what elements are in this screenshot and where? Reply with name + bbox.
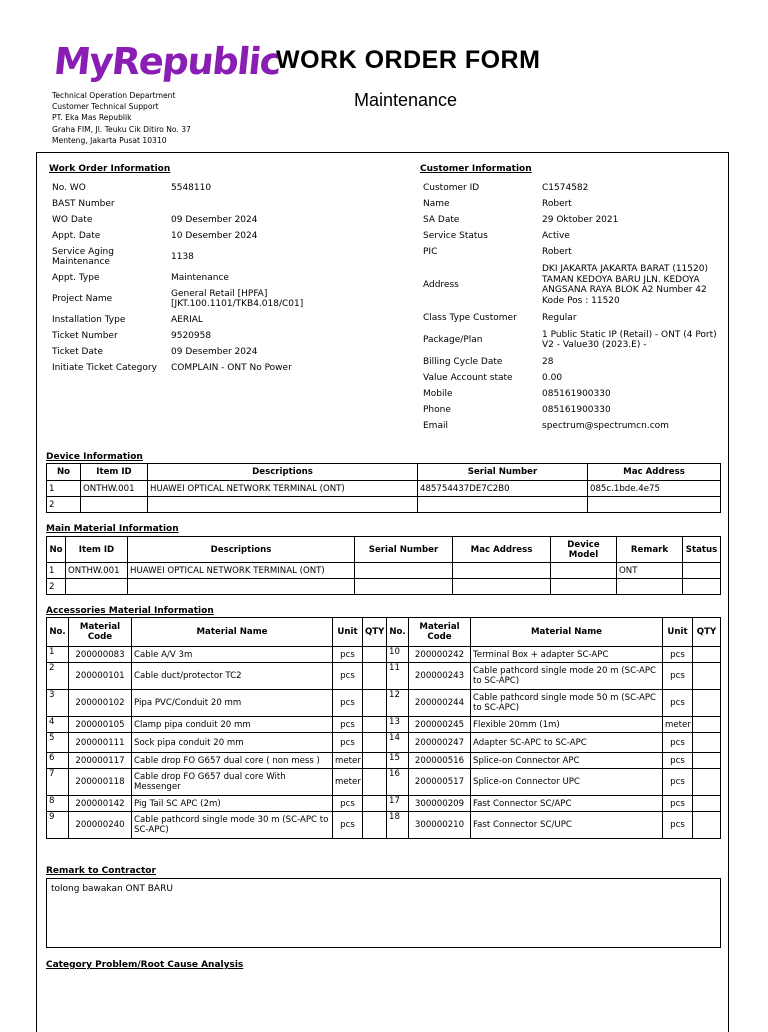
- info-row: [49, 270, 379, 286]
- table-cell: pcs: [333, 733, 363, 753]
- info-value: 1138: [171, 251, 194, 262]
- info-label: Phone: [423, 404, 451, 415]
- column-header: Material Code: [69, 618, 132, 647]
- table-cell: [693, 690, 721, 717]
- column-header: Material Name: [132, 618, 333, 647]
- table-cell: [693, 769, 721, 796]
- table-cell: 200000118: [69, 769, 132, 796]
- table-row: [47, 663, 721, 690]
- table-cell: 200000245: [409, 717, 471, 733]
- table-cell: 14: [387, 733, 409, 753]
- table-cell: ONT: [617, 563, 683, 579]
- info-row: [420, 370, 720, 386]
- info-label: BAST Number: [52, 198, 115, 209]
- table-row: [47, 563, 721, 579]
- info-row: [420, 402, 720, 418]
- table-cell: 2: [47, 663, 69, 690]
- info-value: 085161900330: [542, 388, 611, 399]
- info-label: Initiate Ticket Category: [52, 362, 157, 373]
- column-header: Descriptions: [148, 464, 418, 481]
- table-cell: [363, 717, 387, 733]
- info-value: 0.00: [542, 372, 563, 383]
- table-cell: [693, 796, 721, 812]
- info-row: [49, 244, 379, 270]
- table-cell: pcs: [333, 690, 363, 717]
- column-header: Remark: [617, 537, 683, 563]
- info-label: No. WO: [52, 182, 86, 193]
- address-line: Menteng, Jakarta Pusat 10310: [52, 135, 167, 145]
- table-cell: pcs: [333, 663, 363, 690]
- table-cell: 200000242: [409, 647, 471, 663]
- table-row: [47, 796, 721, 812]
- myrepublic-logo: MyRepublic: [51, 40, 283, 83]
- address-line: Technical Operation Department: [52, 91, 176, 100]
- info-label: Address: [423, 279, 459, 290]
- table-cell: [588, 497, 721, 513]
- info-row: [49, 228, 379, 244]
- table-row: [47, 481, 721, 497]
- table-cell: Cable A/V 3m: [132, 647, 333, 663]
- column-header: QTY: [363, 618, 387, 647]
- customer-table: [420, 180, 720, 434]
- info-label: Service Aging Maintenance: [52, 246, 114, 267]
- table-cell: Cable drop FO G657 dual core With Messenger: [132, 769, 333, 796]
- table-row: [47, 753, 721, 769]
- table-cell: 3: [47, 690, 69, 717]
- table-cell: 300000209: [409, 796, 471, 812]
- table-cell: [693, 753, 721, 769]
- info-value: AERIAL: [171, 314, 203, 325]
- table-cell: [683, 563, 721, 579]
- info-value: 09 Desember 2024: [171, 214, 258, 225]
- table-cell: [81, 497, 148, 513]
- column-header: Mac Address: [588, 464, 721, 481]
- table-cell: 1: [47, 563, 66, 579]
- table-cell: 300000210: [409, 812, 471, 839]
- table-cell: Fast Connector SC/UPC: [471, 812, 663, 839]
- column-header: Mac Address: [453, 537, 551, 563]
- table-row: [47, 769, 721, 796]
- table-cell: 200000111: [69, 733, 132, 753]
- table-cell: 200000101: [69, 663, 132, 690]
- table-row: [47, 717, 721, 733]
- table-cell: 200000117: [69, 753, 132, 769]
- table-cell: [148, 497, 418, 513]
- table-cell: 7: [47, 769, 69, 796]
- info-row: [420, 310, 720, 326]
- info-value: Robert: [542, 198, 572, 209]
- table-cell: 200000240: [69, 812, 132, 839]
- column-header: QTY: [693, 618, 721, 647]
- table-cell: Clamp pipa conduit 20 mm: [132, 717, 333, 733]
- info-value: 085161900330: [542, 404, 611, 415]
- table-cell: [453, 563, 551, 579]
- info-value: spectrum@spectrumcn.com: [542, 420, 669, 431]
- table-cell: Pipa PVC/Conduit 20 mm: [132, 690, 333, 717]
- info-value: General Retail [HPFA] [JKT.100.1101/TKB4.018/C01]: [171, 288, 304, 309]
- info-label: SA Date: [423, 214, 460, 225]
- table-cell: 2: [47, 497, 81, 513]
- device-section-title: Device Information: [46, 452, 143, 462]
- info-row: [420, 354, 720, 370]
- table-cell: [363, 812, 387, 839]
- company-address: [52, 90, 191, 146]
- info-row: [49, 360, 379, 376]
- info-value: Regular: [542, 312, 577, 323]
- table-cell: [66, 579, 128, 595]
- table-cell: Splice-on Connector APC: [471, 753, 663, 769]
- info-label: WO Date: [52, 214, 93, 225]
- info-label: Ticket Date: [52, 346, 103, 357]
- column-header: No: [47, 537, 66, 563]
- table-cell: pcs: [663, 796, 693, 812]
- table-cell: 11: [387, 663, 409, 690]
- info-value: 28: [542, 356, 554, 367]
- table-cell: 15: [387, 753, 409, 769]
- column-header: Item ID: [81, 464, 148, 481]
- table-row: [47, 579, 721, 595]
- info-value: 5548110: [171, 182, 212, 193]
- info-label: Service Status: [423, 230, 488, 241]
- table-cell: pcs: [333, 796, 363, 812]
- table-cell: [418, 497, 588, 513]
- address-line: PT. Eka Mas Republik: [52, 113, 132, 123]
- table-cell: HUAWEI OPTICAL NETWORK TERMINAL (ONT): [128, 563, 355, 579]
- table-cell: meter: [663, 717, 693, 733]
- info-label: Appt. Date: [52, 230, 101, 241]
- info-label: Project Name: [52, 293, 113, 304]
- table-cell: 085c.1bde.4e75: [588, 481, 721, 497]
- column-header: Material Code: [409, 618, 471, 647]
- table-cell: pcs: [663, 690, 693, 717]
- info-label: Installation Type: [52, 314, 126, 325]
- address-line: Customer Technical Support: [52, 102, 159, 112]
- info-label: Appt. Type: [52, 272, 100, 283]
- info-value: DKI JAKARTA JAKARTA BARAT (11520) TAMAN KEDOYA BARU JLN. KEDOYA ANGSANA RAYA BLOK A2 Number 42 Kode Pos : 11520: [542, 264, 708, 306]
- table-cell: 12: [387, 690, 409, 717]
- table-cell: Cable pathcord single mode 30 m (SC-APC to SC-APC): [132, 812, 333, 839]
- table-cell: 16: [387, 769, 409, 796]
- table-cell: [693, 733, 721, 753]
- table-row: [47, 647, 721, 663]
- table-cell: 200000243: [409, 663, 471, 690]
- table-cell: pcs: [663, 647, 693, 663]
- table-cell: ONTHW.001: [66, 563, 128, 579]
- table-cell: 485754437DE7C2B0: [418, 481, 588, 497]
- table-cell: Pig Tail SC APC (2m): [132, 796, 333, 812]
- column-header: Material Name: [471, 618, 663, 647]
- table-cell: [355, 579, 453, 595]
- table-cell: Fast Connector SC/APC: [471, 796, 663, 812]
- table-cell: [683, 579, 721, 595]
- customer-section-title: Customer Information: [420, 164, 532, 174]
- table-cell: meter: [333, 753, 363, 769]
- table-cell: pcs: [663, 753, 693, 769]
- main-material-table: [46, 536, 721, 595]
- info-label: PIC: [423, 246, 438, 257]
- info-label: Package/Plan: [423, 334, 483, 345]
- column-header: Serial Number: [355, 537, 453, 563]
- table-cell: Cable drop FO G657 dual core ( non mess ): [132, 753, 333, 769]
- column-header: Serial Number: [418, 464, 588, 481]
- info-value: 9520958: [171, 330, 212, 341]
- remark-textbox[interactable]: [46, 878, 721, 948]
- table-cell: 1: [47, 481, 81, 497]
- table-cell: ONTHW.001: [81, 481, 148, 497]
- info-row: [49, 180, 379, 196]
- table-cell: 200000142: [69, 796, 132, 812]
- table-cell: [363, 753, 387, 769]
- info-label: Customer ID: [423, 182, 480, 193]
- table-cell: [551, 579, 617, 595]
- table-cell: [363, 733, 387, 753]
- column-header: Descriptions: [128, 537, 355, 563]
- table-cell: [363, 796, 387, 812]
- table-cell: 200000244: [409, 690, 471, 717]
- info-row: [420, 260, 720, 310]
- info-row: [420, 386, 720, 402]
- table-cell: 200000516: [409, 753, 471, 769]
- table-cell: 2: [47, 579, 66, 595]
- form-title: WORK ORDER FORM: [276, 46, 541, 74]
- table-cell: 17: [387, 796, 409, 812]
- info-label: Class Type Customer: [423, 312, 517, 323]
- table-cell: [128, 579, 355, 595]
- table-cell: pcs: [663, 663, 693, 690]
- info-row: [420, 244, 720, 260]
- table-cell: 18: [387, 812, 409, 839]
- info-value: COMPLAIN - ONT No Power: [171, 362, 292, 373]
- table-cell: Terminal Box + adapter SC-APC: [471, 647, 663, 663]
- accessories-section-title: Accessories Material Information: [46, 606, 214, 616]
- info-value: 10 Desember 2024: [171, 230, 258, 241]
- info-label: Mobile: [423, 388, 453, 399]
- info-row: [49, 312, 379, 328]
- info-label: Email: [423, 420, 448, 431]
- table-cell: pcs: [333, 717, 363, 733]
- table-cell: [693, 812, 721, 839]
- info-row: [420, 228, 720, 244]
- table-cell: [693, 663, 721, 690]
- column-header: Unit: [333, 618, 363, 647]
- table-cell: pcs: [333, 812, 363, 839]
- table-cell: [355, 563, 453, 579]
- work-order-table: [49, 180, 379, 376]
- work-order-section-title: Work Order Information: [49, 164, 171, 174]
- table-cell: pcs: [663, 733, 693, 753]
- table-cell: 8: [47, 796, 69, 812]
- table-cell: 200000517: [409, 769, 471, 796]
- info-value: Robert: [542, 246, 572, 257]
- column-header: Device Model: [551, 537, 617, 563]
- info-row: [49, 328, 379, 344]
- table-cell: pcs: [333, 647, 363, 663]
- table-cell: [551, 563, 617, 579]
- table-row: [47, 690, 721, 717]
- info-value: [168, 196, 379, 212]
- info-value: Maintenance: [171, 272, 229, 283]
- table-cell: Sock pipa conduit 20 mm: [132, 733, 333, 753]
- remark-text: tolong bawakan ONT BARU: [51, 884, 173, 894]
- info-row: [420, 180, 720, 196]
- table-cell: 4: [47, 717, 69, 733]
- info-row: [420, 418, 720, 434]
- info-label: Ticket Number: [52, 330, 118, 341]
- info-row: [49, 286, 379, 312]
- info-label: Billing Cycle Date: [423, 356, 503, 367]
- table-cell: [693, 647, 721, 663]
- table-cell: 200000247: [409, 733, 471, 753]
- table-cell: pcs: [663, 769, 693, 796]
- column-header: No.: [387, 618, 409, 647]
- table-cell: 200000105: [69, 717, 132, 733]
- table-cell: 10: [387, 647, 409, 663]
- table-cell: [617, 579, 683, 595]
- table-cell: 200000102: [69, 690, 132, 717]
- info-row: [49, 196, 379, 212]
- form-subtitle: Maintenance: [354, 90, 458, 110]
- column-header: No: [47, 464, 81, 481]
- table-cell: HUAWEI OPTICAL NETWORK TERMINAL (ONT): [148, 481, 418, 497]
- table-cell: [363, 663, 387, 690]
- table-cell: Splice-on Connector UPC: [471, 769, 663, 796]
- table-cell: Flexible 20mm (1m): [471, 717, 663, 733]
- table-cell: [363, 769, 387, 796]
- table-cell: 6: [47, 753, 69, 769]
- table-cell: meter: [333, 769, 363, 796]
- info-row: [420, 326, 720, 354]
- info-label: Name: [423, 198, 450, 209]
- info-value: C1574582: [542, 182, 589, 193]
- device-table: [46, 463, 721, 513]
- accessories-table: [46, 617, 721, 839]
- table-cell: 1: [47, 647, 69, 663]
- table-row: [47, 497, 721, 513]
- table-cell: Cable duct/protector TC2: [132, 663, 333, 690]
- table-cell: [363, 690, 387, 717]
- table-cell: Cable pathcord single mode 20 m (SC-APC to SC-APC): [471, 663, 663, 690]
- column-header: Unit: [663, 618, 693, 647]
- table-cell: 9: [47, 812, 69, 839]
- info-row: [420, 196, 720, 212]
- table-cell: 200000083: [69, 647, 132, 663]
- info-value: Active: [542, 230, 570, 241]
- info-label: Value Account state: [423, 372, 513, 383]
- table-cell: pcs: [663, 812, 693, 839]
- info-row: [49, 212, 379, 228]
- info-row: [420, 212, 720, 228]
- main-material-section-title: Main Material Information: [46, 524, 179, 534]
- table-cell: [453, 579, 551, 595]
- table-cell: [693, 717, 721, 733]
- table-cell: 5: [47, 733, 69, 753]
- table-cell: Cable pathcord single mode 50 m (SC-APC to SC-APC): [471, 690, 663, 717]
- category-section-title: Category Problem/Root Cause Analysis: [46, 960, 244, 970]
- column-header: Item ID: [66, 537, 128, 563]
- table-cell: Adapter SC-APC to SC-APC: [471, 733, 663, 753]
- info-value: 29 Oktober 2021: [542, 214, 619, 225]
- table-cell: [363, 647, 387, 663]
- column-header: Status: [683, 537, 721, 563]
- table-cell: 13: [387, 717, 409, 733]
- table-row: [47, 733, 721, 753]
- info-row: [49, 344, 379, 360]
- info-value: 09 Desember 2024: [171, 346, 258, 357]
- remark-section-title: Remark to Contractor: [46, 866, 156, 876]
- info-value: 1 Public Static IP (Retail) - ONT (4 Port) V2 - Value30 (2023.E) -: [542, 329, 717, 350]
- address-line: Graha FIM, Jl. Teuku Cik Ditiro No. 37: [52, 124, 191, 134]
- table-row: [47, 812, 721, 839]
- column-header: No.: [47, 618, 69, 647]
